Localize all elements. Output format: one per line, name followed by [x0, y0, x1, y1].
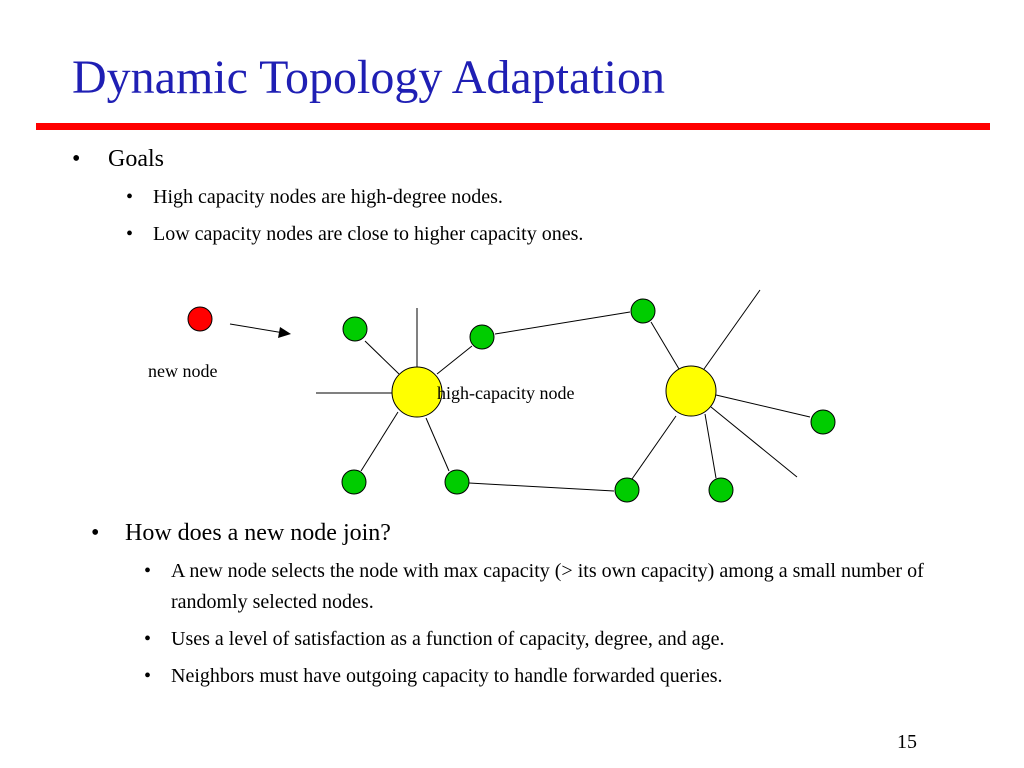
slide-title: Dynamic Topology Adaptation: [72, 51, 666, 104]
bullet-marker: •: [126, 223, 134, 245]
join-subbullet: [144, 628, 964, 651]
edge: [437, 346, 472, 374]
join-heading: How does a new node join?: [125, 520, 391, 546]
join-bullet: [91, 520, 391, 547]
peer-node: [709, 478, 733, 502]
goals-item-1: High capacity nodes are high-degree nodes.: [153, 186, 503, 208]
edge: [705, 414, 716, 478]
peer-node: [470, 325, 494, 349]
join-arrow-line: [230, 324, 284, 333]
high-capacity-node-right: [666, 366, 716, 416]
goals-heading: Goals: [108, 146, 164, 172]
high-capacity-node-left: [392, 367, 442, 417]
peer-node: [811, 410, 835, 434]
edge: [469, 483, 614, 491]
peer-node: [615, 478, 639, 502]
new-node: [188, 307, 212, 331]
high-capacity-node-label: high-capacity node: [437, 383, 575, 403]
edge: [711, 407, 797, 477]
edge: [361, 412, 398, 471]
edge: [632, 416, 676, 479]
edge: [651, 322, 679, 369]
new-node-label: new node: [148, 361, 218, 381]
goals-item-2: Low capacity nodes are close to higher capacity ones.: [153, 223, 584, 245]
bullet-marker: •: [144, 665, 152, 687]
edge: [365, 341, 399, 374]
edge: [495, 312, 630, 334]
join-item-1: A new node selects the node with max capacity (> its own capacity) among a small number of randomly selected nodes.: [171, 560, 924, 613]
peer-node: [343, 317, 367, 341]
join-item-2: Uses a level of satisfaction as a function of capacity, degree, and age.: [171, 628, 725, 650]
page-number: 15: [897, 731, 917, 753]
bullet-marker: •: [144, 628, 152, 650]
join-item-3: Neighbors must have outgoing capacity to handle forwarded queries.: [171, 665, 723, 687]
edge: [716, 395, 810, 417]
bullet-marker: •: [126, 186, 134, 208]
edge: [704, 290, 760, 369]
join-subbullet: [144, 560, 944, 618]
peer-node: [445, 470, 469, 494]
join-arrow-head: [278, 327, 291, 338]
edge: [426, 418, 449, 471]
peer-node: [342, 470, 366, 494]
bullet-marker: •: [91, 520, 100, 546]
join-subbullet: [144, 665, 874, 692]
bullet-marker: •: [144, 560, 152, 582]
peer-node: [631, 299, 655, 323]
bullet-marker: •: [72, 146, 81, 172]
